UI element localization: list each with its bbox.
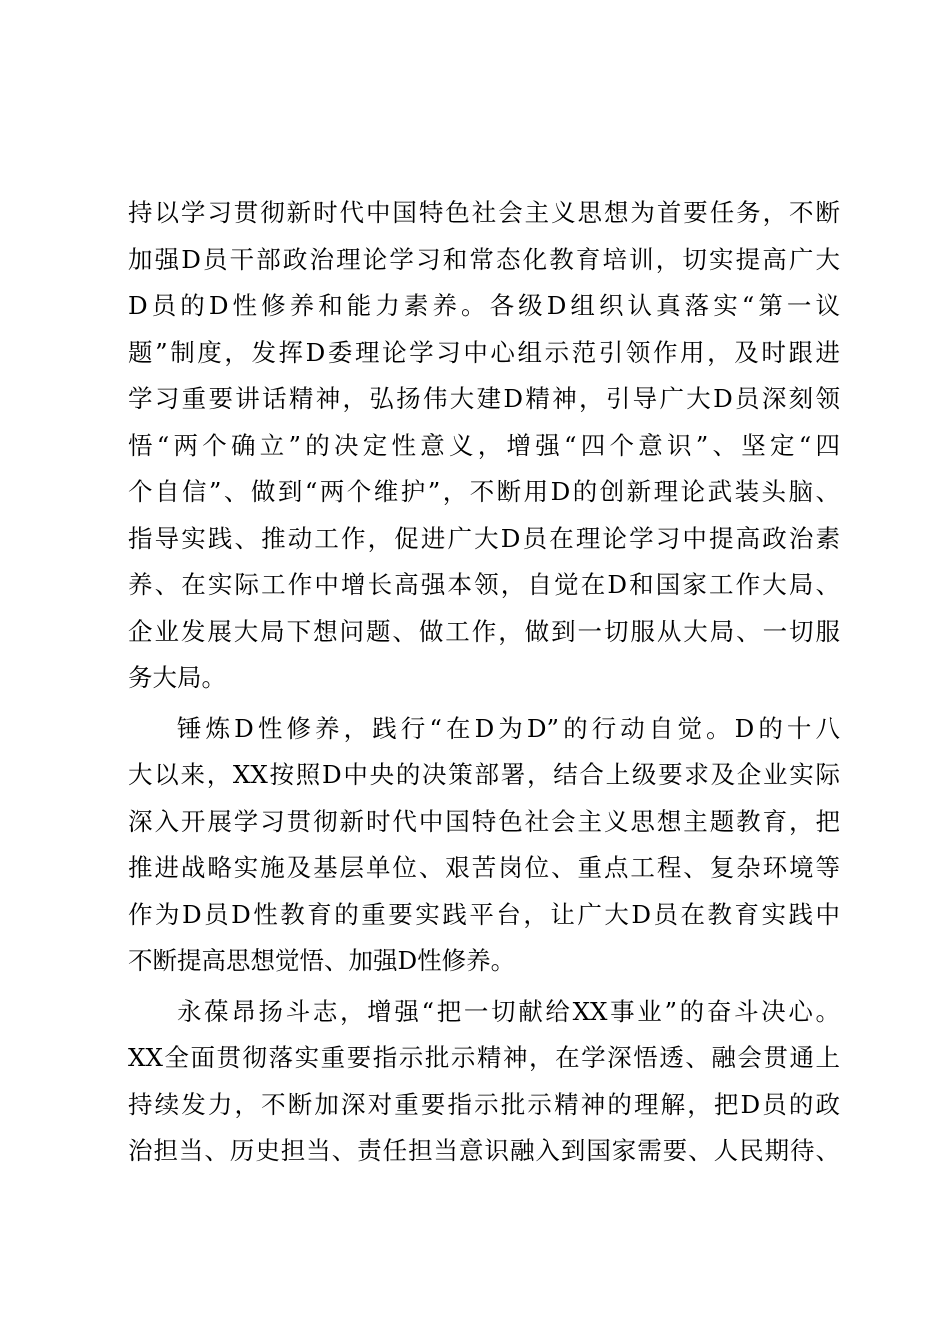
text-line: 作为D员D性教育的重要实践平台，让广大D员在教育实践中 bbox=[128, 899, 840, 929]
text-line: 养、在实际工作中增长高强本领，自觉在D和国家工作大局、 bbox=[128, 570, 840, 599]
text-line: 永葆昂扬斗志，增强“把一切献给XX事业”的奋斗决心。 bbox=[177, 996, 840, 1026]
text-line: 悟“两个确立”的决定性意义，增强“四个意识”、坚定“四 bbox=[128, 430, 840, 460]
text-line: 持续发力，不断加深对重要指示批示精神的理解，把D员的政 bbox=[128, 1089, 840, 1119]
text-line: D员的D性修养和能力素养。各级D组织认真落实“第一议 bbox=[128, 291, 840, 320]
paragraph-1 bbox=[128, 190, 840, 702]
paragraph-2 bbox=[128, 706, 840, 985]
text-line: 不断提高思想觉悟、加强D性修养。 bbox=[128, 946, 516, 975]
paragraph-3 bbox=[128, 989, 840, 1175]
text-line: 务大局。 bbox=[128, 663, 226, 692]
text-line: 治担当、历史担当、责任担当意识融入到国家需要、人民期待、 bbox=[128, 1136, 840, 1165]
text-line: 个自信”、做到“两个维护”，不断用D的创新理论武装头脑、 bbox=[128, 477, 840, 506]
text-line: 题”制度，发挥D委理论学习中心组示范引领作用，及时跟进 bbox=[128, 337, 840, 367]
text-line: 大以来，XX按照D中央的决策部署，结合上级要求及企业实际 bbox=[128, 760, 840, 789]
text-line: 企业发展大局下想问题、做工作，做到一切服从大局、一切服 bbox=[128, 616, 840, 646]
text-line: XX全面贯彻落实重要指示批示精神，在学深悟透、融会贯通上 bbox=[128, 1043, 840, 1072]
text-line: 加强D员干部政治理论学习和常态化教育培训，切实提高广大 bbox=[128, 244, 840, 274]
document-body bbox=[128, 190, 840, 1179]
text-line: 深入开展学习贯彻新时代中国特色社会主义思想主题教育，把 bbox=[128, 806, 840, 836]
text-line: 锤炼D性修养，践行“在D为D”的行动自觉。D的十八 bbox=[177, 713, 840, 743]
text-line: 学习重要讲话精神，弘扬伟大建D精神，引导广大D员深刻领 bbox=[128, 384, 840, 413]
text-line: 推进战略实施及基层单位、艰苦岗位、重点工程、复杂环境等 bbox=[128, 853, 840, 882]
text-line: 指导实践、推动工作，促进广大D员在理论学习中提高政治素 bbox=[128, 523, 840, 553]
text-line: 持以学习贯彻新时代中国特色社会主义思想为首要任务，不断 bbox=[128, 198, 840, 227]
